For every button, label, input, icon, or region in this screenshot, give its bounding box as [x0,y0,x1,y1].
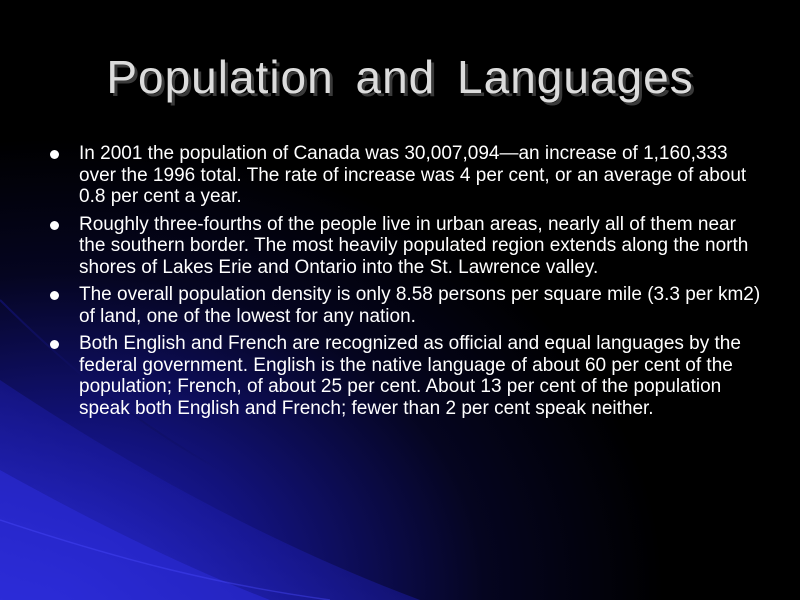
bullet-item [50,284,762,327]
bullet-dot-icon [50,150,59,159]
bullet-dot-icon [50,291,59,300]
bullet-item [50,214,762,279]
slide-title: Population and Languages [106,51,694,103]
bullet-dot-icon [50,340,59,349]
bullet-item [50,333,762,419]
bullet-item [50,143,762,208]
bullet-text: Roughly three-fourths of the people live in urban areas, nearly all of them near the southern border. The most heavily populated region extends along the north shores of Lakes Erie and Ontario into the St. Lawrence valley. [79,213,749,278]
bullet-text: In 2001 the population of Canada was 30,007,094—an increase of 1,160,333 over the 1996 total. The rate of increase was 4 per cent, or an average of about 0.8 per cent a year. [79,143,747,207]
bullet-text: The overall population density is only 8.58 persons per square mile (3.3 per km2) of land, one of the lowest for any nation. [79,284,761,327]
bullet-dot-icon [50,221,59,230]
bullet-list [50,143,762,425]
bullet-text: Both English and French are recognized as official and equal languages by the federal government. English is the native language of about 60 per cent of the population; French, of about 25 per cent. About 13 per cent of the population speak both English and French; fewer than 2 per cent speak neither. [79,333,741,419]
